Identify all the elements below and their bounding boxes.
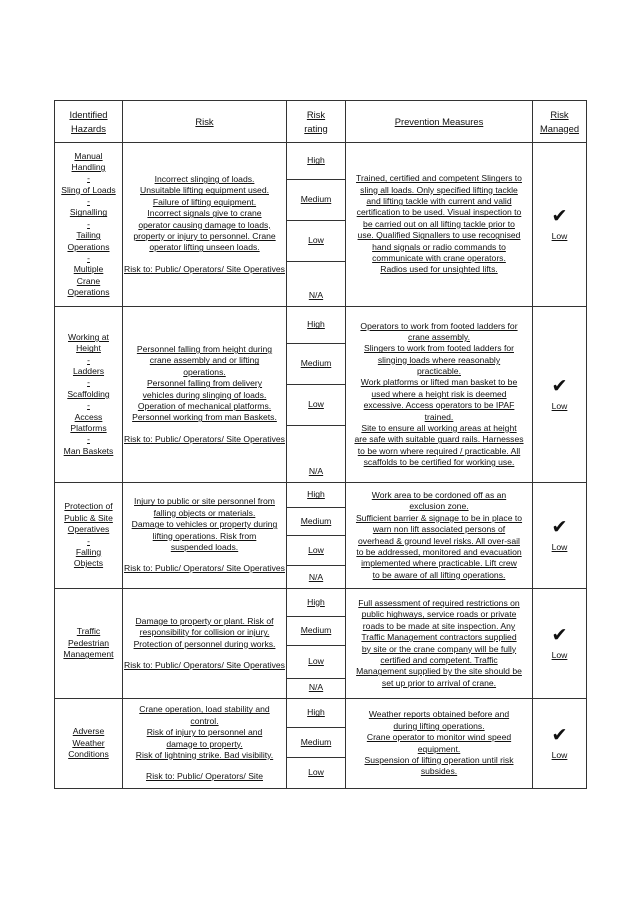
prevention-line: to be worn where required / practicable. All	[357, 445, 521, 456]
risk-to-line: Risk to: Public/ Operators/ Site Operatives	[124, 659, 285, 670]
prevention-line: overhead & ground level risks. All over-sail	[358, 535, 520, 546]
risk-line: Personnel working from man Baskets.	[132, 412, 277, 423]
hazard-line: Platforms	[70, 422, 107, 433]
hazard-line: Ladders	[72, 366, 105, 377]
hazard-line: Working at	[68, 332, 109, 343]
prevention-line: Work platforms or lifted man basket to be	[360, 377, 518, 388]
rating-cell: N/A	[287, 262, 346, 307]
risk-line: Injury to public or site personnel from	[134, 496, 275, 507]
hazard-line: Pedestrian	[67, 637, 110, 648]
header-risk-rating: Risk rating	[287, 101, 346, 143]
header-risk: Risk	[123, 101, 287, 143]
rating-cell: N/A	[287, 679, 346, 699]
prevention-line: trained.	[424, 411, 454, 422]
checkmark-icon: ✔	[551, 724, 568, 746]
rating-cell: Low	[287, 385, 346, 426]
hazard-line: Height	[76, 343, 101, 354]
hazard-cell	[55, 143, 123, 307]
prevention-line: to be addressed, monitored and evacuation	[356, 546, 522, 557]
risk-to-line: Risk to: Public/ Operators/ Site Operatives	[124, 263, 285, 274]
spacer	[123, 254, 286, 264]
hazard-line: Manual	[74, 150, 103, 161]
prevention-line: and lifting tackle with current and valid	[366, 196, 512, 207]
risk-managed-cell	[533, 589, 587, 699]
prevention-line: sling all loads. Only specified lifting tackle	[360, 184, 518, 195]
prevention-line: Work area to be cordoned off as an	[371, 490, 507, 501]
prevention-line: are safe with suitable guard rails. Harnesses	[354, 434, 524, 445]
risk-line: lifting operations. Risk from	[152, 530, 257, 541]
hazard-line: Man Baskets	[63, 445, 114, 456]
hazard-line: Objects	[73, 558, 104, 569]
table-row	[55, 307, 587, 344]
prevention-line: warn non lift associated persons of	[372, 524, 506, 535]
rating-cell: High	[287, 589, 346, 617]
hazard-line: Operations	[67, 286, 110, 297]
prevention-line: equipment.	[417, 743, 461, 754]
prevention-line: Weather reports obtained before and	[368, 709, 510, 720]
risk-line: responsibility for collision or injury.	[139, 627, 270, 638]
risk-cell	[123, 483, 287, 589]
risk-managed-cell	[533, 699, 587, 789]
risk-line: vehicles during slinging of loads.	[142, 389, 267, 400]
managed-level: Low	[551, 400, 568, 411]
risk-line: Operation of mechanical platforms.	[137, 400, 272, 411]
risk-assessment-table	[54, 100, 587, 789]
prevention-line: during lifting operations.	[393, 720, 485, 731]
risk-managed-cell	[533, 143, 587, 307]
prevention-line: to be aware of all lifting operations.	[372, 569, 506, 580]
risk-cell	[123, 307, 287, 483]
checkmark-icon: ✔	[551, 375, 568, 397]
hazard-line: -	[87, 196, 90, 207]
prevention-line: Management supplied by the site should be	[356, 666, 522, 677]
hazard-line: -	[87, 400, 90, 411]
managed-level: Low	[551, 649, 568, 660]
hazard-line: Protection of	[64, 501, 113, 512]
risk-line: Unsuitable lifting equipment used.	[140, 185, 269, 196]
rating-cell: High	[287, 699, 346, 728]
prevention-line: Traffic Management contractors supplied	[361, 632, 517, 643]
prevention-line: Sufficient barrier & signage to be in place to	[355, 512, 523, 523]
prevention-line: be carried out on all lifting tackle prior to	[363, 218, 515, 229]
hazard-line: Multiple	[73, 264, 104, 275]
prevention-line: Full assessment of required restrictions on	[358, 598, 520, 609]
risk-cell	[123, 699, 287, 789]
risk-managed-cell	[533, 483, 587, 589]
hazard-line: Traffic	[76, 626, 101, 637]
hazard-line: -	[87, 252, 90, 263]
risk-to-line: Risk to: Public/ Operators/ Site Operatives	[124, 563, 285, 574]
hazard-cell	[55, 307, 123, 483]
rating-cell: Medium	[287, 180, 346, 221]
prevention-cell	[346, 589, 533, 699]
hazard-line: Signalling	[69, 207, 108, 218]
prevention-line: hand signals or radio commands to	[372, 241, 506, 252]
prevention-line: Radios used for unsighted lifts.	[380, 264, 498, 275]
risk-line: operator causing damage to loads,	[138, 219, 271, 230]
risk-line: damage to property.	[166, 738, 243, 749]
prevention-line: exclusion zone.	[409, 501, 469, 512]
managed-level: Low	[551, 749, 568, 760]
hazard-line: Adverse	[72, 726, 105, 737]
prevention-line: use. Qualified Signallers to use recognised	[357, 230, 521, 241]
prevention-line: excessive. Access operators to be IPAF	[363, 400, 515, 411]
rating-cell: High	[287, 307, 346, 344]
hazard-line: Tailing	[76, 230, 101, 241]
risk-line: Risk of lightning strike. Bad visibility.	[135, 749, 274, 760]
rating-cell: Low	[287, 221, 346, 262]
rating-cell: Medium	[287, 508, 346, 536]
table-row	[55, 699, 587, 728]
risk-line: Incorrect signals give to crane	[147, 208, 262, 219]
prevention-line: Slingers to work from footed ladders for	[364, 343, 514, 354]
rating-cell: Medium	[287, 728, 346, 758]
risk-line: crane assembly and or lifting	[149, 355, 260, 366]
rating-cell: Medium	[287, 344, 346, 385]
hazard-line: Handling	[71, 162, 106, 173]
hazard-line: -	[87, 218, 90, 229]
hazard-line: Weather	[72, 737, 105, 748]
rating-cell: Low	[287, 758, 346, 789]
hazard-line: -	[87, 535, 90, 546]
risk-line: Personnel falling from delivery	[146, 378, 263, 389]
hazard-line: Conditions	[68, 749, 109, 760]
prevention-line: communicate with crane operators.	[372, 252, 506, 263]
prevention-line: implemented where practicable. Lift crew	[361, 558, 517, 569]
prevention-cell	[346, 307, 533, 483]
rating-cell: Low	[287, 646, 346, 679]
checkmark-icon: ✔	[551, 205, 568, 227]
risk-line: Damage to property or plant. Risk of	[135, 615, 274, 626]
hazard-line: Operations	[67, 241, 110, 252]
prevention-cell	[346, 143, 533, 307]
header-identified-hazards: Identified Hazards	[55, 101, 123, 143]
risk-line: Incorrect slinging of loads.	[154, 174, 255, 185]
prevention-line: Site to ensure all working areas at height	[361, 422, 517, 433]
rating-cell: High	[287, 483, 346, 508]
hazard-line: Falling	[75, 546, 102, 557]
hazard-line: -	[87, 354, 90, 365]
prevention-cell	[346, 483, 533, 589]
hazard-line: -	[87, 434, 90, 445]
prevention-cell	[346, 699, 533, 789]
hazard-line: Public & Site	[64, 512, 113, 523]
rating-cell: Low	[287, 536, 346, 566]
risk-line: control.	[190, 715, 219, 726]
prevention-line: used where a height risk is deemed	[371, 388, 507, 399]
rating-cell: High	[287, 143, 346, 180]
risk-to-line: Risk to: Public/ Operators/ Site Operatives	[124, 433, 285, 444]
header-risk-managed: Risk Managed	[533, 101, 587, 143]
risk-line: falling objects or materials.	[153, 507, 256, 518]
prevention-line: Suspension of lifting operation until risk	[364, 754, 514, 765]
prevention-line: practicable.	[417, 366, 461, 377]
risk-line: Protection of personnel during works.	[133, 638, 276, 649]
risk-managed-cell	[533, 307, 587, 483]
checkmark-icon: ✔	[551, 516, 568, 538]
managed-level: Low	[551, 541, 568, 552]
prevention-line: crane assembly.	[408, 332, 470, 343]
prevention-line: by site or the crane company will be fully	[361, 643, 517, 654]
hazard-line: Management	[63, 649, 114, 660]
risk-to-line: Risk to: Public/ Operators/ Site	[145, 771, 263, 782]
hazard-cell	[55, 589, 123, 699]
spacer	[123, 553, 286, 563]
header-prevention-measures: Prevention Measures	[346, 101, 533, 143]
risk-line: Failure of lifting equipment.	[152, 196, 257, 207]
managed-level: Low	[551, 230, 568, 241]
table-row	[55, 483, 587, 508]
prevention-line: slinging loads where reasonably	[377, 354, 501, 365]
spacer	[123, 761, 286, 771]
rating-cell: N/A	[287, 566, 346, 589]
prevention-line: certification to be used. Visual inspection to	[356, 207, 522, 218]
rating-cell: N/A	[287, 426, 346, 483]
header-row	[55, 101, 587, 143]
prevention-line: certified and competent. Traffic	[380, 654, 498, 665]
risk-cell	[123, 143, 287, 307]
prevention-line: Trained, certified and competent Slingers to	[356, 173, 522, 184]
risk-cell	[123, 589, 287, 699]
hazard-cell	[55, 699, 123, 789]
spacer	[123, 650, 286, 660]
hazard-line: Crane	[76, 275, 101, 286]
prevention-line: scaffolds to be certified for working use.	[363, 456, 515, 467]
risk-line: Crane operation, load stability and	[139, 704, 270, 715]
prevention-line: public highways, service roads or private	[361, 609, 517, 620]
prevention-line: set up prior to arrival of crane.	[381, 677, 497, 688]
risk-line: Personnel falling from height during	[136, 344, 273, 355]
checkmark-icon: ✔	[551, 624, 568, 646]
risk-line: Risk of injury to personnel and	[146, 727, 263, 738]
hazard-line: Operatives	[67, 524, 110, 535]
rating-cell: Medium	[287, 617, 346, 646]
hazard-line: Access	[74, 411, 103, 422]
prevention-line: Crane operator to monitor wind speed	[366, 732, 512, 743]
hazard-line: Sling of Loads	[61, 184, 116, 195]
risk-line: suspended loads.	[170, 541, 239, 552]
hazard-line: -	[87, 377, 90, 388]
risk-line: operations.	[183, 366, 226, 377]
table-row	[55, 589, 587, 617]
prevention-line: subsides.	[420, 766, 458, 777]
table-row	[55, 143, 587, 180]
hazard-line: -	[87, 173, 90, 184]
prevention-line: Operators to work from footed ladders for	[360, 320, 518, 331]
risk-line: operator lifting unseen loads.	[149, 242, 260, 253]
hazard-cell	[55, 483, 123, 589]
spacer	[123, 424, 286, 434]
hazard-line: Scaffolding	[67, 388, 110, 399]
prevention-line: roads to be made at site inspection. Any	[362, 620, 516, 631]
risk-line: property or injury to personnel. Crane	[133, 230, 276, 241]
risk-line: Damage to vehicles or property during	[131, 519, 278, 530]
